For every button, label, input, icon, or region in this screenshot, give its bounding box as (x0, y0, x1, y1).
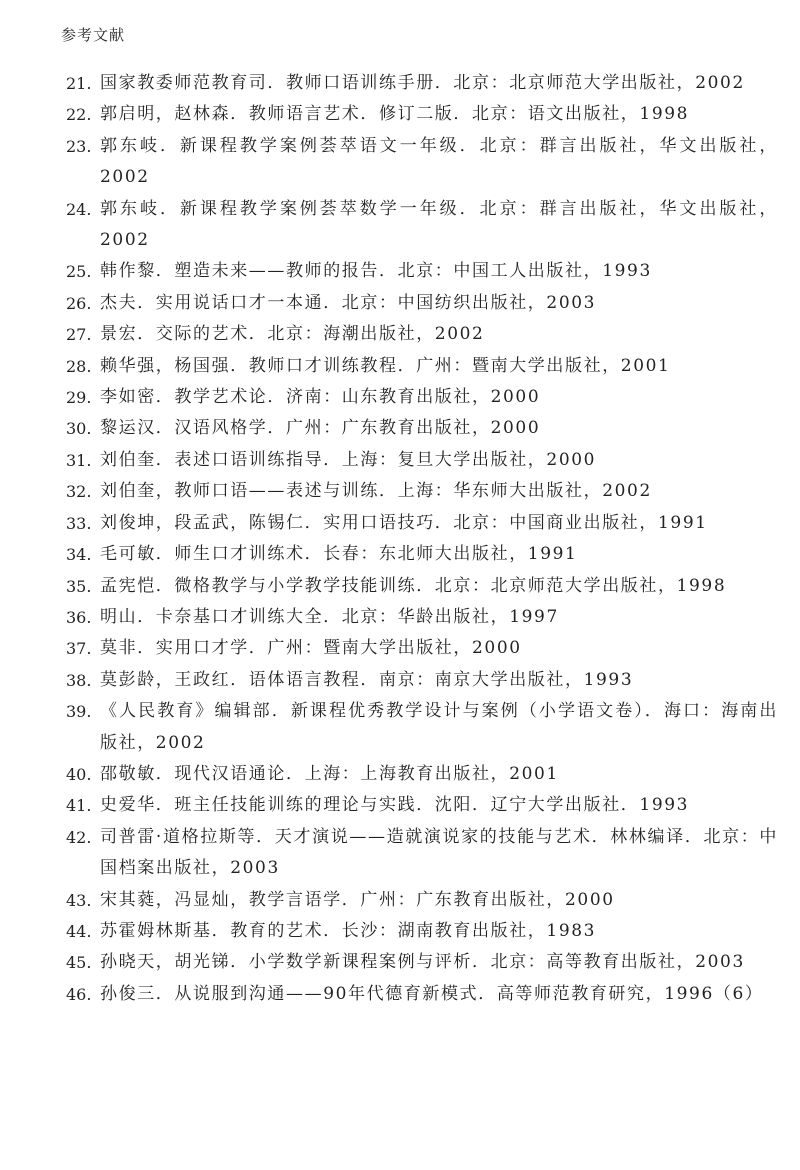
reference-item (66, 916, 778, 947)
reference-item (66, 696, 778, 759)
reference-number: 38. (66, 670, 92, 690)
reference-item (66, 822, 778, 885)
reference-text: 孙晓天，胡光锑．小学数学新课程案例与评析．北京：高等教育出版社，2003 (100, 952, 745, 973)
reference-number: 45. (66, 953, 92, 973)
reference-item (66, 790, 778, 821)
reference-text: 苏霍姆林斯基．教育的艺术．长沙：湖南教育出版社，1983 (100, 920, 597, 941)
reference-text: 孙俊三．从说服到沟通——90年代德育新模式．高等师范教育研究，1996（6） (100, 983, 764, 1004)
reference-list (66, 68, 778, 1010)
reference-text: 史爱华．班主任技能训练的理论与实践．沈阳．辽宁大学出版社．1993 (100, 795, 690, 816)
reference-item (66, 885, 778, 916)
reference-text: 赖华强，杨国强．教师口才训练教程．广州：暨南大学出版社，2001 (100, 355, 671, 376)
reference-number: 25. (66, 262, 92, 282)
reference-text: 明山．卡奈基口才训练大全．北京：华龄出版社，1997 (100, 606, 559, 627)
reference-number: 23. (66, 136, 92, 156)
reference-number: 34. (66, 545, 92, 565)
reference-number: 33. (66, 513, 92, 533)
page-header-title: 参考文献 (61, 26, 126, 44)
reference-number: 42. (66, 827, 92, 847)
reference-text: 黎运汉．汉语风格学．广州：广东教育出版社，2000 (100, 418, 541, 439)
reference-number: 29. (66, 388, 92, 408)
reference-number: 27. (66, 325, 92, 345)
reference-text: 刘俊坤，段孟武，陈锡仁．实用口语技巧．北京：中国商业出版社，1991 (100, 512, 708, 533)
reference-text: 郭东岐．新课程教学案例荟萃数学一年级．北京：群言出版社，华文出版社，2002 (100, 198, 778, 251)
reference-number: 35. (66, 576, 92, 596)
reference-item (66, 508, 778, 539)
reference-item (66, 665, 778, 696)
reference-item (66, 445, 778, 476)
reference-item (66, 602, 778, 633)
reference-number: 39. (66, 702, 92, 722)
reference-text: 毛可敏．师生口才训练术．长春：东北师大出版社，1991 (100, 544, 578, 565)
reference-item (66, 68, 778, 99)
reference-item (66, 256, 778, 287)
reference-item (66, 947, 778, 978)
reference-text: 景宏．交际的艺术．北京：海潮出版社，2002 (100, 324, 485, 345)
reference-number: 46. (66, 984, 92, 1004)
reference-text: 宋其蕤，冯显灿，教学言语学．广州：广东教育出版社，2000 (100, 889, 615, 910)
reference-number: 37. (66, 639, 92, 659)
reference-number: 21. (66, 74, 92, 93)
reference-text: 《人民教育》编辑部．新课程优秀教学设计与案例（小学语文卷）．海口：海南出版社，2002 (100, 701, 778, 753)
reference-item (66, 288, 778, 319)
reference-item (66, 382, 778, 413)
reference-item (66, 319, 778, 350)
reference-text: 韩作黎．塑造未来——教师的报告．北京：中国工人出版社，1993 (100, 261, 652, 282)
reference-text: 杰夫．实用说话口才一本通．北京：中国纺织出版社，2003 (100, 292, 597, 313)
reference-item (66, 131, 778, 194)
reference-item (66, 979, 778, 1010)
reference-item (66, 413, 778, 444)
reference-text: 郭启明，赵林森．教师语言艺术．修订二版．北京：语文出版社，1998 (100, 104, 690, 125)
reference-text: 郭东岐．新课程教学案例荟萃语文一年级．北京：群言出版社，华文出版社，2002 (100, 135, 778, 188)
reference-text: 刘伯奎，教师口语——表述与训练．上海：华东师大出版社，2002 (100, 481, 652, 502)
reference-number: 26. (66, 293, 92, 313)
reference-text: 孟宪恺．微格教学与小学教学技能训练．北京：北京师范大学出版社，1998 (100, 575, 727, 596)
reference-item (66, 194, 778, 257)
reference-number: 43. (66, 890, 92, 910)
reference-text: 李如密．教学艺术论．济南：山东教育出版社，2000 (100, 387, 541, 408)
reference-number: 30. (66, 419, 92, 439)
reference-text: 邵敬敏．现代汉语通论．上海：上海教育出版社，2001 (100, 763, 559, 784)
reference-number: 36. (66, 607, 92, 627)
reference-item (66, 351, 778, 382)
reference-text: 国家教委师范教育司．教师口语训练手册．北京：北京师范大学出版社，2002 (100, 73, 745, 93)
reference-number: 40. (66, 764, 92, 784)
reference-text: 莫非．实用口才学．广州：暨南大学出版社，2000 (100, 638, 522, 659)
reference-text: 司普雷·道格拉斯等．天才演说——造就演说家的技能与艺术．林林编译．北京：中国档案出版社，2003 (100, 826, 778, 879)
reference-item (66, 539, 778, 570)
reference-number: 41. (66, 796, 92, 816)
reference-item (66, 759, 778, 790)
reference-item (66, 633, 778, 664)
reference-item (66, 571, 778, 602)
reference-number: 22. (66, 105, 92, 125)
reference-text: 刘伯奎．表述口语训练指导．上海：复旦大学出版社，2000 (100, 449, 597, 470)
reference-text: 莫彭龄，王政红．语体语言教程．南京：南京大学出版社，1993 (100, 669, 634, 690)
reference-item (66, 99, 778, 130)
reference-number: 31. (66, 450, 92, 470)
reference-item (66, 476, 778, 507)
reference-number: 24. (66, 199, 92, 219)
reference-number: 44. (66, 921, 92, 941)
reference-number: 28. (66, 356, 92, 376)
reference-number: 32. (66, 482, 92, 502)
